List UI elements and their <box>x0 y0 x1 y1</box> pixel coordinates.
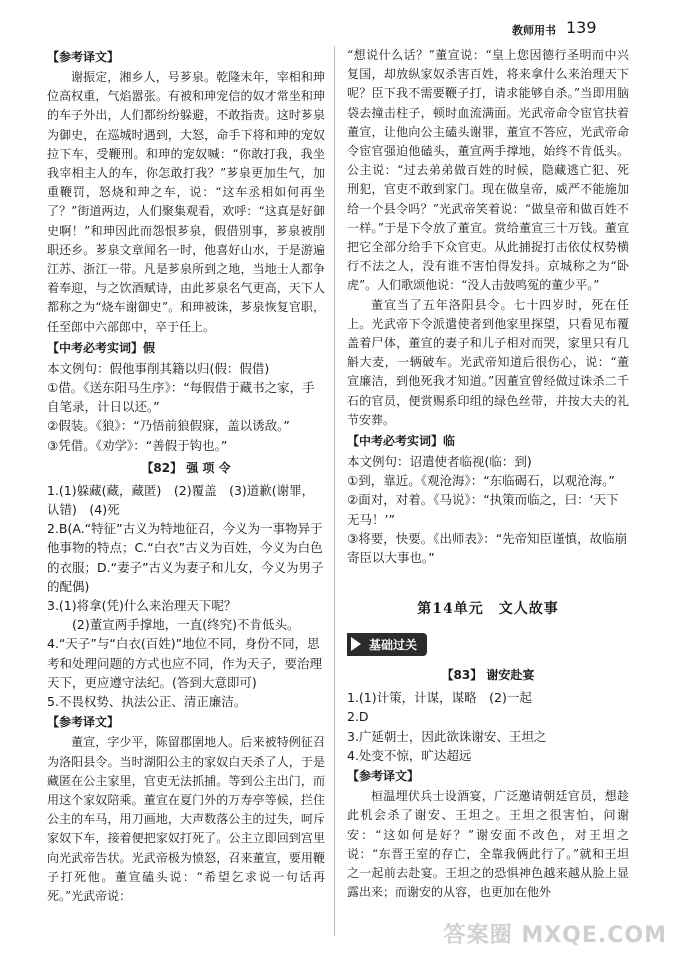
vocab-sense-1: ①到，靠近。《观沧海》：“东临碣石，以观沧海。” <box>347 473 615 489</box>
section-tag-translation: 【参考译文】 <box>47 715 120 730</box>
translation-paragraph: 桓温埋伏兵士设酒宴，广泛邀请朝廷官员，想趁此机会杀了谢安、王坦之。王坦之很害怕，问谢安：“这如何是好？”谢安面不改色，对王坦之说：“东晋王室的存亡，全靠我俩此行了。”就和王坦之一起前去赴宴。王坦之的恐惧神色越来越从脸上显露出来；而谢安的从容，也更加在他外 <box>347 789 629 900</box>
lesson-heading-82: 【82】 强 项 令 <box>141 460 231 475</box>
right-column <box>347 46 629 902</box>
vocab-sense-2: ②面对，对着。《马说》：“执策而临之，曰：‘天下无马！’” <box>347 492 619 527</box>
section-tag-vocab: 【中考必考实词】假 <box>47 340 156 355</box>
section-tag-vocab: 【中考必考实词】临 <box>347 434 456 449</box>
answer-4: 4.处变不惊，旷达超远 <box>347 747 472 763</box>
translation-paragraph: 董宣，字少平，陈留郡圉地人。后来被特例征召为洛阳县令。当时湖阳公主的家奴白天杀了人，于是藏匿在公主家里，官吏无法抓捕。等到公主出门，而用这个家奴陪乘。董宣在夏门外的万寿亭等候，拦住公主的车马，用刀画地，大声数落公主的过失，呵斥家奴下车，接着便把家奴打死了。公主立即回到宫里向光武帝告状。光武帝极为愤怒，召来董宣，要用鞭子打死他。董宣磕头说：“希望乞求说一句话再死。”光武帝说： <box>47 735 325 903</box>
section-tag-translation: 【参考译文】 <box>347 769 420 784</box>
vocab-sense-3: ③将要，快要。《出师表》：“先帝知臣谨慎，故临崩寄臣以大事也。” <box>347 530 628 566</box>
section-tag-translation: 【参考译文】 <box>47 50 120 64</box>
vocab-sense-1: ①借。《送东阳马生序》：“每假借于藏书之家，手自笔录，计日以还。” <box>47 380 315 415</box>
answer-2: 2.D <box>347 709 369 725</box>
vocab-example: 本文例句：诏遣使者临视(临：到) <box>347 454 532 470</box>
page-number: 139 <box>566 18 597 37</box>
lesson-heading-83: 【83】 谢安赴宴 <box>441 668 535 683</box>
watermark: 答案圈 MXQE.COM <box>443 923 667 948</box>
answer-3: 3.(1)将拿(凭)什么来治理天下呢？ <box>47 598 237 614</box>
answer-3: 3.广延朝士，因此欲诛谢安、王坦之 <box>347 728 547 744</box>
translation-paragraph: 谢振定，湘乡人，号芗泉。乾隆末年，宰相和珅位高权重，气焰嚣张。有被和珅宠信的奴才常坐和珅的车子外出，人们都纷纷躲避，不敢指责。这时芗泉为御史，在巡城时遇到，大怒，命手下将和珅的宠奴拉下车，受鞭刑。和珅的宠奴喊：“你敢打我，我坐我宰相主人的车，你怎敢打我？”芗泉更加生气，加重鞭罚，怒烧和珅之车，说：“这车丞相如何再坐了？”街道两边，人们聚集观看，欢呼：“这真是好御史啊！”和珅因此而怨恨芗泉，假借別事，芗泉被削职还乡。芗泉文章闻名一时，他喜好山水，于是游遍江苏、浙江一带。凡是芗泉所到之地，当地士人都争着奉迎，与之饮酒赋诗，由此芗泉名气更高，天下人都称之为“烧车谢御史”。和珅被诛，芗泉恢复官职，任至郎中六部郎中，卒于任上。 <box>47 70 325 334</box>
vocab-sense-2: ②假装。《狼》：“乃悟前狼假寐，盖以诱敌。” <box>47 418 290 434</box>
unit-title: 第14单元 文人故事 <box>417 601 559 618</box>
answer-3b: (2)董宣两手撑地，一直(终究)不肯低头。 <box>72 617 300 633</box>
answer-1: 1.(1)躲藏(藏，藏匿) (2)覆盖 (3)道歉(谢罪，认错) (4)死 <box>47 482 315 518</box>
book-label: 教师用书 <box>512 24 556 37</box>
column-divider <box>334 46 335 936</box>
vocab-sense-3: ③凭借。《劝学》：“善假于钩也。” <box>47 437 228 453</box>
vocab-example: 本文例句：假他事削其籍以归(假：假借) <box>47 360 270 376</box>
page-header <box>0 18 675 38</box>
translation-paragraph: “想说什么话？”董宣说：“皇上您因德行圣明而中兴复国，却放纵家奴杀害百姓，将来拿什么来治理天下呢？臣下我不需要鞭子打，请求能够自杀。”当即用脑袋去撞击柱子，顿时血流满面。光武帝命令宦官扶着董宣，让他向公主磕头谢罪，董宣不答应，光武帝命令宦官强迫他磕头，董宣两手撑地，始终不肯低头。公主说：“过去弟弟做百姓的时候，隐藏逃亡犯、死刑犯，官吏不敢到家门。现在做皇帝，威严不能施加给一个县令吗？”光武帝笑着说：“做皇帝和做百姓不一样。”于是下令放了董宣。赏给董宣三十万钱。董宣把它全部分给手下众官吏。从此捕捉打击依仗权势横行不法之人，没有谁不害怕得发抖。京城称之为“卧虎”。人们歌颂他说：“没人击鼓鸣冤的董少平。” <box>347 48 629 293</box>
answer-2: 2.B(A.“特征”古义为特地征召，今义为一事物异于他事物的特点；C.“白衣”古义为百姓，今义为白色的衣服；D.“妻子”古义为妻子和儿女，今义为男子的配偶) <box>47 521 324 594</box>
translation-paragraph: 董宣当了五年洛阳县令。七十四岁时，死在任上。光武帝下令派遣使者到他家里探望，只看见布覆盖着尸体，董宣的妻子和儿子相对而哭，家里只有几斛大麦，一辆破车。光武帝知道后很伤心，说：“董宣廉洁，到他死我才知道。”因董宣曾经做过诛杀二千石的官员，便赏赐系印组的绿色丝带，并按大夫的礼节安葬。 <box>347 297 629 427</box>
answer-1: 1.(1)计策，计谋，谋略 (2)一起 <box>347 690 532 706</box>
left-column <box>47 46 325 906</box>
answer-4: 4.“天子”与“白衣(百姓)”地位不同，身份不同，思考和处理问题的方式也应不同，作为天子，要治理天下，更应遵守法纪。(答到大意即可) <box>47 636 323 690</box>
basic-practice-badge: 基础过关 <box>347 633 427 656</box>
answer-5: 5.不畏权势、执法公正、清正廉洁。 <box>47 694 247 710</box>
